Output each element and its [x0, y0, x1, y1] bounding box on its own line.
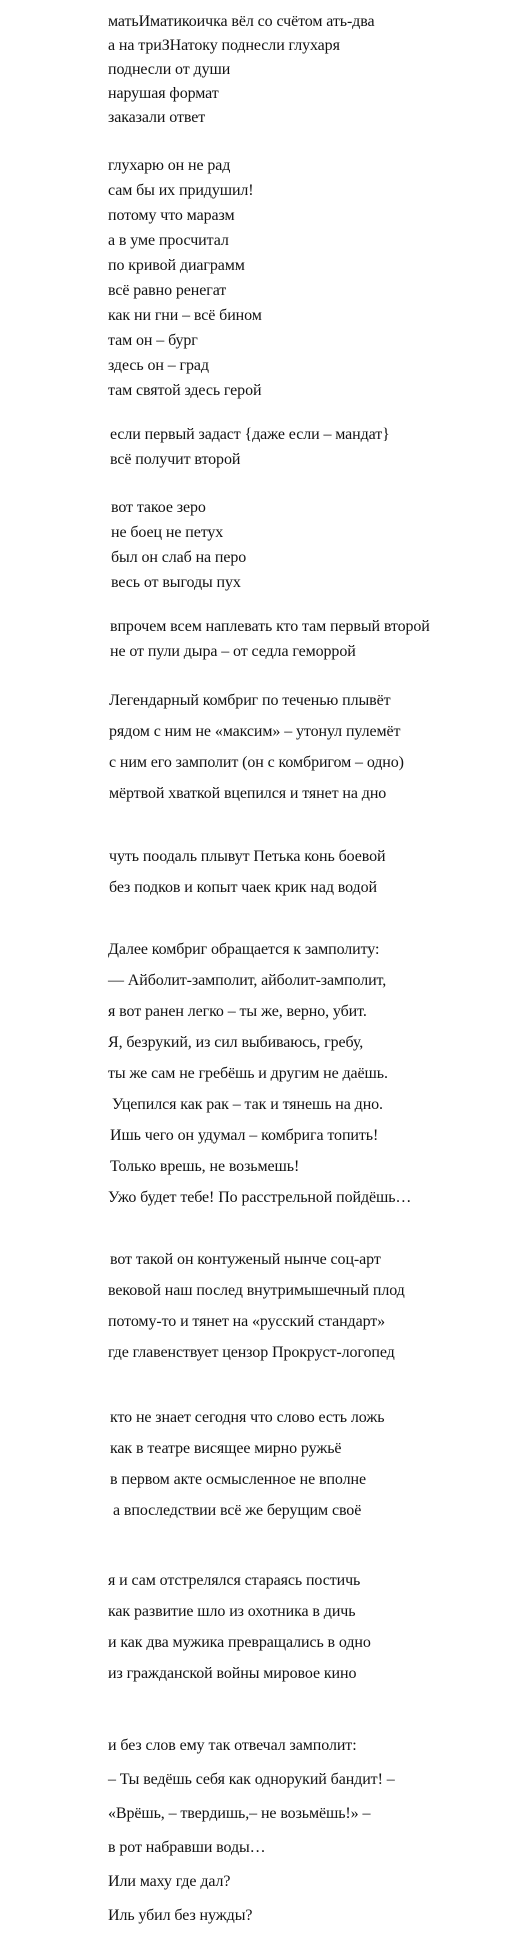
poem-line: нарушая формат — [108, 85, 219, 102]
poem-line: чуть поодаль плывут Петька конь боевой — [109, 848, 386, 865]
poem-line: заказали ответ — [108, 109, 206, 126]
poem-line: если первый задаст {даже если – мандат} — [110, 426, 390, 443]
poem-line: потому что маразм — [108, 207, 235, 224]
poem-line: был он слаб на перо — [111, 549, 247, 566]
poem-line: я вот ранен легко – ты же, верно, убит. — [108, 1003, 367, 1020]
poem-line: в первом акте осмысленное не вполне — [110, 1471, 366, 1488]
poem-line: кто не знает сегодня что слово есть ложь — [110, 1409, 385, 1426]
poem-line: там святой здесь герой — [108, 382, 262, 399]
poem-line: ты же сам не гребёшь и другим не даёшь. — [108, 1065, 388, 1082]
poem-line: Уцепился как рак – так и тянешь на дно. — [112, 1096, 383, 1113]
poem-line: Я, безрукий, из сил выбиваюсь, гребу, — [108, 1034, 364, 1051]
poem-line: Легендарный комбриг по теченью плывёт — [109, 692, 391, 709]
poem-line: вековой наш послед внутримышечный плод — [108, 1282, 405, 1299]
poem-line: из гражданской войны мировое кино — [108, 1665, 357, 1682]
poem-line: впрочем всем наплевать кто там первый второй — [110, 618, 430, 635]
poem-line: всё получит второй — [110, 451, 241, 468]
poem-line: а в уме просчитал — [108, 232, 229, 249]
poem-line: всё равно ренегат — [108, 282, 227, 299]
poem-line: Ишь чего он удумал – комбрига топить! — [110, 1127, 379, 1144]
poem-line: а на триЗНатоку поднесли глухаря — [108, 37, 340, 54]
poem-line: «Врёшь, – твердишь,– не возьмёшь!» – — [108, 1805, 371, 1822]
poem-line: Или маху где дал? — [108, 1873, 231, 1890]
poem-line: а впоследствии всё же берущим своё — [113, 1502, 362, 1519]
poem-line: по кривой диаграмм — [108, 257, 245, 274]
poem-line: Иль убил без нужды? — [108, 1907, 253, 1924]
poem-line: Далее комбриг обращается к замполиту: — [108, 941, 380, 958]
poem-line: не боец не петух — [111, 524, 224, 541]
poem-line: вот такой он контуженый нынче соц-арт — [110, 1251, 381, 1268]
poem-line: сам бы их придушил! — [108, 182, 254, 199]
poem-line: Только врешь, не возьмешь! — [110, 1158, 300, 1175]
poem-line: и без слов ему так отвечал замполит: — [108, 1737, 357, 1754]
poem-line: с ним его замполит (он с комбригом – одно) — [109, 754, 404, 771]
poem-line: мёртвой хваткой вцепился и тянет на дно — [109, 785, 387, 802]
poem-line: как развитие шло из охотника в дичь — [108, 1603, 356, 1620]
poem-line: матьИматикоичка вёл со счётом ать-два — [108, 13, 375, 30]
poem-line: весь от выгоды пух — [111, 574, 241, 591]
poem-line: как ни гни – всё бином — [108, 307, 262, 324]
poem-line: и как два мужика превращались в одно — [108, 1634, 371, 1651]
poem-line: потому-то и тянет на «русский стандарт» — [108, 1313, 386, 1330]
poem-line: в рот набравши воды… — [108, 1839, 266, 1856]
poem-line: я и сам отстрелялся стараясь постичь — [108, 1572, 361, 1589]
poem-line: — Айболит-замполит, айболит-замполит, — [108, 972, 387, 989]
poem-line: рядом с ним не «максим» – утонул пулемёт — [109, 723, 401, 740]
poem-line: там он – бург — [108, 332, 198, 349]
poem-line: Ужо будет тебе! По расстрельной пойдёшь… — [108, 1189, 412, 1206]
poem-line: без подков и копыт чаек крик над водой — [109, 879, 377, 896]
poem-line: вот такое зеро — [111, 499, 206, 516]
poem-line: – Ты ведёшь себя как однорукий бандит! – — [108, 1771, 395, 1788]
poem-line: глухарю он не рад — [108, 157, 231, 174]
poem-line: здесь он – град — [108, 357, 209, 374]
poem-line: где главенствует цензор Прокруст-логопед — [108, 1344, 395, 1361]
poem-line: не от пули дыра – от седла геморрой — [110, 643, 356, 660]
poem-line: как в театре висящее мирно ружьё — [110, 1440, 342, 1457]
poem-line: поднесли от души — [108, 61, 231, 78]
